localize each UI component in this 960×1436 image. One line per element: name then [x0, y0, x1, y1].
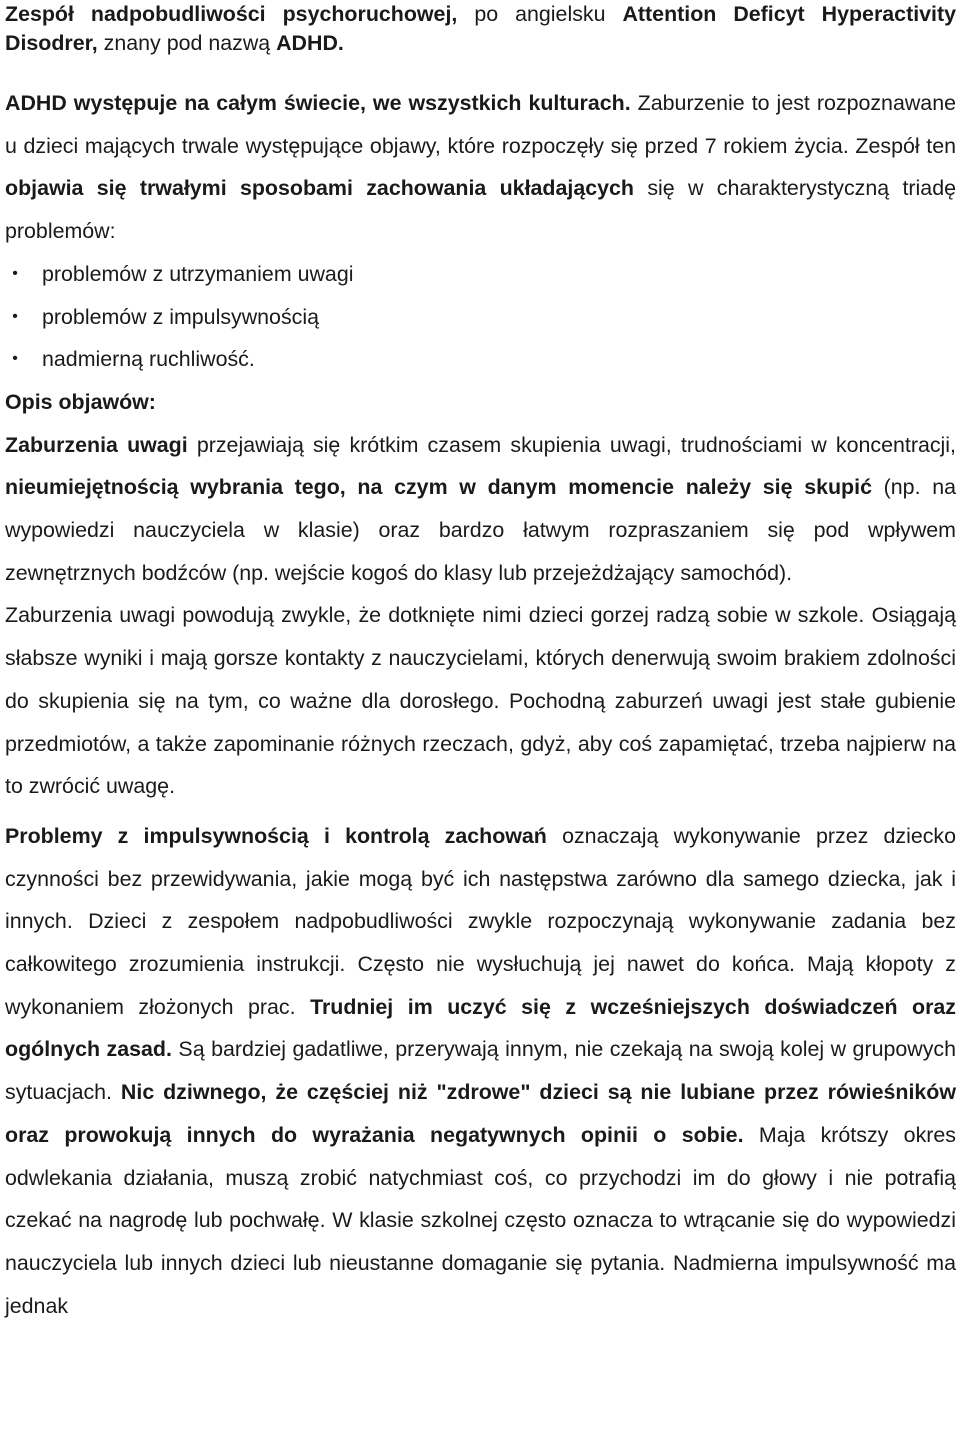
- attention-text-2: (np. na wypowiedzi nauczyciela w klasie) oraz bardzo łatwym rozpraszaniem się pod wpływem zewnętrznych bodźców (np. wejście kogoś do klasy lub przejeżdżający samochód).: [5, 475, 956, 585]
- intro-text-2: znany pod nazwą: [97, 31, 277, 55]
- paragraph-impulsivity: [5, 815, 956, 1327]
- paragraph-attention-effects: [5, 594, 956, 808]
- bullet-icon: •: [12, 307, 18, 325]
- attention-text-1: przejawiają się krótkim czasem skupienia uwagi, trudnościami w koncentracji,: [187, 432, 956, 457]
- intro-text-1: po angielsku: [457, 2, 623, 26]
- impulsivity-text-1: oznaczają wykonywanie przez dziecko czynności bez przewidywania, jakie mogą być ich następstwa zarówno dla samego dziecka, jak i innych. Dzieci z zespołem nadpobudliwości zwykle rozpoczynają wykonywanie zadania bez całkowitego zrozumienia instrukcji. Często nie wysłuchują jej nawet do końca. Mają kłopoty z wykonaniem złożonych prac.: [5, 823, 956, 1019]
- impulsivity-bold-1: Problemy z impulsywnością i kontrolą zachowań: [5, 823, 547, 848]
- impulsivity-bold-2: Trudniej im uczyć się z wcześniejszych doświadczeń oraz ogólnych zasad.: [5, 994, 956, 1062]
- intro-paragraph: [5, 0, 956, 58]
- list-item: [5, 296, 956, 339]
- intro-abbreviation: ADHD.: [276, 31, 344, 55]
- impulsivity-text-3: Maja krótszy okres odwlekania działania, muszą zrobić natychmiast coś, co przychodzi im do głowy i nie potrafią czekać na nagrodę lub pochwałę. W klasie szkolnej często oznacza to wtrącanie się do wypowiedzi nauczyciela lub innych dzieci lub nieustanne domaganie się pytania. Nadmierna impulsywność ma jednak: [5, 1122, 956, 1318]
- section-heading-text: Opis objawów:: [5, 389, 156, 414]
- occurrence-text-1: Zaburzenie to jest rozpoznawane u dzieci mających trwale występujące objawy, które rozpoczęły się przed 7 rokiem życia. Zespół ten: [5, 91, 956, 158]
- intro-term-polish: Zespół nadpobudliwości psychoruchowej,: [5, 2, 458, 26]
- bullet-icon: •: [12, 350, 18, 368]
- impulsivity-text-2: Są bardziej gadatliwe, przerywają innym, nie czekają na swoją kolej w grupowych sytuacjach.: [5, 1037, 957, 1105]
- section-heading: [5, 381, 956, 424]
- impulsivity-bold-3: Nic dziwnego, że częściej niż "zdrowe" dzieci są nie lubiane przez rówieśników oraz prowokują innych do wyrażania negatywnych opinii o sobie.: [5, 1080, 956, 1147]
- list-item: [5, 338, 956, 381]
- list-item-text: problemów z impulsywnością: [42, 304, 319, 329]
- bullet-icon: •: [12, 264, 18, 282]
- paragraph-attention-disorders: [5, 424, 956, 595]
- occurrence-bold-2: objawia się trwałymi sposobami zachowania układających: [5, 176, 634, 201]
- occurrence-bold-1: ADHD występuje na całym świecie, we wszystkich kulturach.: [5, 91, 631, 115]
- list-item: [5, 253, 956, 296]
- attention-bold-1: Zaburzenia uwagi: [5, 432, 188, 457]
- intro-term-english: Attention Deficyt Hyperactivity Disodrer,: [5, 2, 956, 55]
- list-item-text: problemów z utrzymaniem uwagi: [42, 261, 354, 286]
- paragraph-occurrence: [5, 82, 956, 253]
- symptom-triad-list: [5, 253, 956, 381]
- list-item-text: nadmierną ruchliwość.: [42, 347, 255, 372]
- occurrence-text-2: się w charakterystyczną triadę problemów:: [5, 176, 956, 244]
- effects-text: Zaburzenia uwagi powodują zwykle, że dotknięte nimi dzieci gorzej radzą sobie w szkole. Osiągają słabsze wyniki i mają gorsze kontakty z nauczycielami, których denerwują swoim brakiem zdolności do skupienia się na tym, co ważne dla dorosłego. Pochodną zaburzeń uwagi jest stałe gubienie przedmiotów, a także zapominanie różnych rzeczach, gdyż, aby coś zapamiętać, trzeba najpierw na to zwrócić uwagę.: [5, 603, 956, 799]
- attention-bold-2: nieumiejętnością wybrania tego, na czym w danym momencie należy się skupić: [5, 475, 872, 500]
